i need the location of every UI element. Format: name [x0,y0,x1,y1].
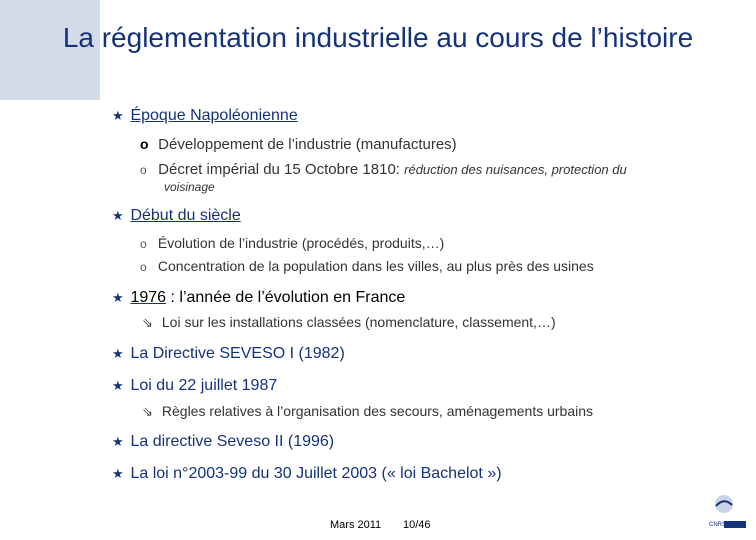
section-heading: : l’année de l’évolution en France [166,289,406,306]
list-item: o Évolution de l’industrie (procédés, produits,…) [140,235,445,251]
section-heading: Loi du 22 juillet 1987 [130,377,278,394]
section-heading: La loi n°2003-99 du 30 Juillet 2003 (« loi Bachelot ») [130,465,502,482]
star-bullet-icon: ★ [112,208,124,223]
slide-title: La réglementation industrielle au cours de l’histoire [62,22,694,53]
section-seveso-i [112,345,345,363]
footer-page-number: 10/46 [403,519,431,531]
list-item: o Décret impérial du 15 Octobre 1810: réduction des nuisances, protection du [140,161,627,178]
star-bullet-icon: ★ [112,434,124,449]
list-item-continuation: voisinage [164,180,215,194]
star-bullet-icon: ★ [112,290,124,305]
organization-logo [706,493,746,533]
list-item: ⇘ Règles relatives à l’organisation des secours, aménagements urbains [142,403,594,419]
section-loi-1987 [112,377,277,395]
circle-bullet-icon: o [140,136,149,152]
arrow-icon: ⇘ [142,404,153,419]
star-bullet-icon: ★ [112,466,124,481]
list-item: o Concentration de la population dans les villes, au plus près des usines [140,258,594,274]
star-bullet-icon: ★ [112,108,124,123]
svg-text:CNRS: CNRS [709,522,727,528]
circle-bullet-icon: o [140,260,147,274]
list-item: ⇘ Loi sur les installations classées (nomenclature, classement,…) [142,314,556,330]
section-heading: La Directive SEVESO I (1982) [130,345,345,362]
section-heading: Début du siècle [130,207,241,224]
section-heading-year: 1976 [130,289,167,306]
section-heading: La directive Seveso II (1996) [130,433,335,450]
circle-bullet-icon: o [140,237,147,251]
section-napoleonic [112,107,298,125]
list-item: o Développement de l’industrie (manufactures) [140,136,457,153]
circle-bullet-icon: o [140,163,147,177]
section-heading: Époque Napoléonienne [130,107,298,124]
section-1976 [112,289,405,307]
arrow-icon: ⇘ [142,315,153,330]
star-bullet-icon: ★ [112,378,124,393]
section-seveso-ii [112,433,334,451]
footer-date: Mars 2011 [330,519,382,531]
star-bullet-icon: ★ [112,346,124,361]
section-century [112,207,241,225]
section-loi-bachelot [112,465,502,483]
